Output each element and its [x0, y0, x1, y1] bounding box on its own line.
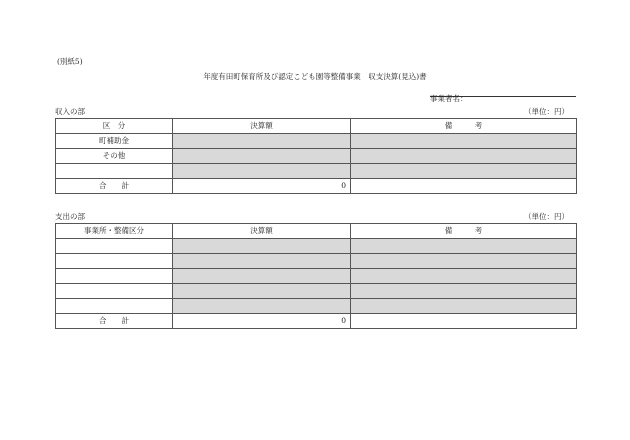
expense-category-cell[interactable]	[56, 299, 173, 314]
expense-category-cell[interactable]	[56, 254, 173, 269]
expense-total-row	[56, 314, 577, 329]
operator-name-field[interactable]	[430, 86, 576, 103]
table-row	[56, 134, 577, 149]
expense-table	[55, 223, 577, 329]
expense-category-cell[interactable]	[56, 239, 173, 254]
income-category-cell: その他	[56, 149, 173, 164]
expense-amount-cell[interactable]	[173, 269, 351, 284]
income-amount-cell[interactable]	[173, 134, 351, 149]
income-heading: 収入の部	[55, 107, 85, 116]
expense-total-note	[351, 314, 577, 329]
expense-amount-cell[interactable]	[173, 254, 351, 269]
table-row	[56, 149, 577, 164]
income-amount-cell[interactable]	[173, 149, 351, 164]
income-total-row	[56, 179, 577, 194]
income-note-cell[interactable]	[351, 149, 577, 164]
income-category-cell: 町補助金	[56, 134, 173, 149]
table-row	[56, 269, 577, 284]
annex-label: (別紙5)	[57, 57, 83, 66]
column-header-amount: 決算額	[173, 224, 351, 239]
table-row	[56, 164, 577, 179]
expense-unit-label: （単位：円）	[524, 212, 569, 221]
expense-total-label: 合 計	[56, 314, 173, 329]
table-row	[56, 299, 577, 314]
expense-note-cell[interactable]	[351, 254, 577, 269]
expense-note-cell[interactable]	[351, 239, 577, 254]
table-row	[56, 254, 577, 269]
expense-note-cell[interactable]	[351, 284, 577, 299]
expense-category-cell[interactable]	[56, 284, 173, 299]
expense-note-cell[interactable]	[351, 269, 577, 284]
column-header-note: 備 考	[351, 224, 577, 239]
column-header-category: 区 分	[56, 119, 173, 134]
income-unit-label: （単位：円）	[524, 107, 569, 116]
income-note-cell[interactable]	[351, 134, 577, 149]
income-amount-cell[interactable]	[173, 164, 351, 179]
income-header-row	[56, 119, 577, 134]
document-title: 年度有田町保育所及び認定こども園等整備事業 収支決算(見込)書	[203, 72, 427, 81]
income-total-label: 合 計	[56, 179, 173, 194]
expense-category-cell[interactable]	[56, 269, 173, 284]
income-note-cell[interactable]	[351, 164, 577, 179]
income-category-cell[interactable]	[56, 164, 173, 179]
column-header-facility-category: 事業所・整備区分	[56, 224, 173, 239]
expense-header-row	[56, 224, 577, 239]
income-total-note	[351, 179, 577, 194]
expense-amount-cell[interactable]	[173, 299, 351, 314]
column-header-amount: 決算額	[173, 119, 351, 134]
table-row	[56, 239, 577, 254]
income-total-amount: 0	[173, 179, 351, 194]
expense-note-cell[interactable]	[351, 299, 577, 314]
income-table	[55, 118, 577, 194]
expense-total-amount: 0	[173, 314, 351, 329]
column-header-note: 備 考	[351, 119, 577, 134]
expense-amount-cell[interactable]	[173, 284, 351, 299]
expense-amount-cell[interactable]	[173, 239, 351, 254]
table-row	[56, 284, 577, 299]
operator-name-label: 事業者名：	[430, 94, 468, 103]
expense-heading: 支出の部	[55, 212, 85, 221]
